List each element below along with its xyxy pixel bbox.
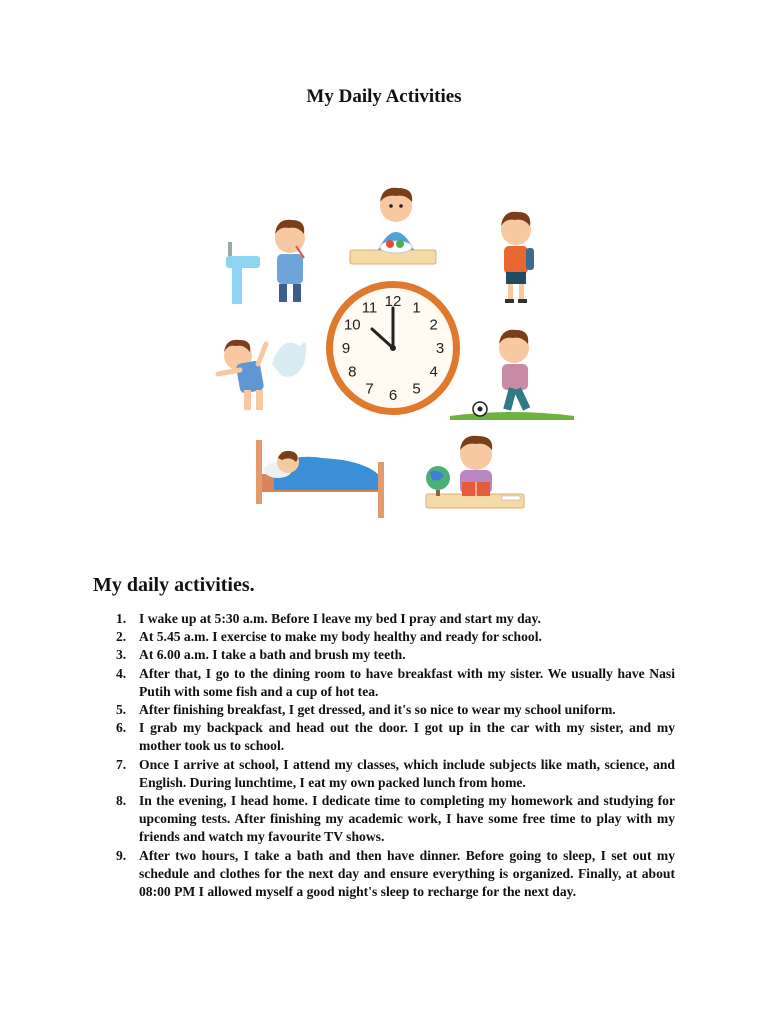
list-item-number: 5. xyxy=(116,702,127,718)
boy-eating-breakfast-icon xyxy=(350,188,436,264)
list-item xyxy=(93,665,675,701)
section-heading: My daily activities. xyxy=(93,574,255,596)
list-item-number: 8. xyxy=(116,793,127,809)
clock-number: 3 xyxy=(435,340,445,357)
daily-activities-illustration xyxy=(212,184,582,524)
list-item xyxy=(93,847,675,902)
clock-number: 5 xyxy=(412,380,421,398)
clock-number: 1 xyxy=(412,299,421,317)
clock-number: 9 xyxy=(341,340,351,357)
clock-number: 4 xyxy=(429,363,438,381)
list-item-number: 6. xyxy=(116,720,127,736)
list-item-text: After two hours, I take a bath and then have dinner. Before going to sleep, I set out my schedule and clothes for the next day and ensure everything is organized. Finally, at about 08:00 PM I allowed myself a good night's sleep to recharge for the next day. xyxy=(139,847,675,900)
clock-number: 11 xyxy=(361,299,378,317)
list-item-number: 2. xyxy=(116,629,127,645)
clock-number: 8 xyxy=(348,363,357,381)
list-item-number: 4. xyxy=(116,665,127,681)
clock-number: 2 xyxy=(429,316,438,334)
list-item-text: In the evening, I head home. I dedicate time to completing my homework and studying for upcoming tests. After finishing my academic work, I have some free time to play with my friends and watch my favourite TV shows. xyxy=(139,793,675,845)
list-item xyxy=(93,701,675,719)
clock-icon xyxy=(326,281,460,415)
list-item xyxy=(93,628,675,646)
list-item xyxy=(93,756,675,792)
list-item xyxy=(93,719,675,755)
list-item-number: 1. xyxy=(116,611,127,626)
list-item-number: 3. xyxy=(116,647,127,663)
activity-list xyxy=(93,610,675,901)
list-item-text: After that, I go to the dining room to have breakfast with my sister. We usually have Nasi Putih with some fish and a cup of hot tea. xyxy=(139,665,675,699)
list-item xyxy=(93,610,675,628)
boy-playing-football-icon xyxy=(450,330,574,420)
list-item xyxy=(93,646,675,664)
list-item-text: I wake up at 5:30 a.m. Before I leave my bed I pray and start my day. xyxy=(139,611,541,626)
list-item-text: At 5.45 a.m. I exercise to make my body healthy and ready for school. xyxy=(139,629,542,645)
list-item-number: 7. xyxy=(116,756,127,772)
list-item-text: I grab my backpack and head out the door. I got up in the car with my sister, and my mother took us to school. xyxy=(139,720,675,754)
boy-brushing-teeth-icon xyxy=(226,220,305,304)
clock-number: 6 xyxy=(388,387,398,404)
list-item-number: 9. xyxy=(116,847,127,863)
clock-number: 10 xyxy=(343,316,361,334)
list-item-text: After finishing breakfast, I get dressed, and it's so nice to wear my school uniform. xyxy=(139,702,616,718)
clock-number: 12 xyxy=(384,293,402,310)
clock-number: 7 xyxy=(365,380,374,398)
list-item xyxy=(93,792,675,847)
boy-with-backpack-icon xyxy=(501,212,534,303)
boy-sleeping-in-bed-icon xyxy=(256,440,384,518)
list-item-text: Once I arrive at school, I attend my classes, which include subjects like math, science, and English. During lunchtime, I eat my own packed lunch from home. xyxy=(139,756,675,790)
page-title: My Daily Activities xyxy=(306,86,462,107)
boy-studying-icon xyxy=(426,436,524,508)
boy-exercising-icon xyxy=(218,340,306,410)
list-item-text: At 6.00 a.m. I take a bath and brush my teeth. xyxy=(139,647,406,663)
